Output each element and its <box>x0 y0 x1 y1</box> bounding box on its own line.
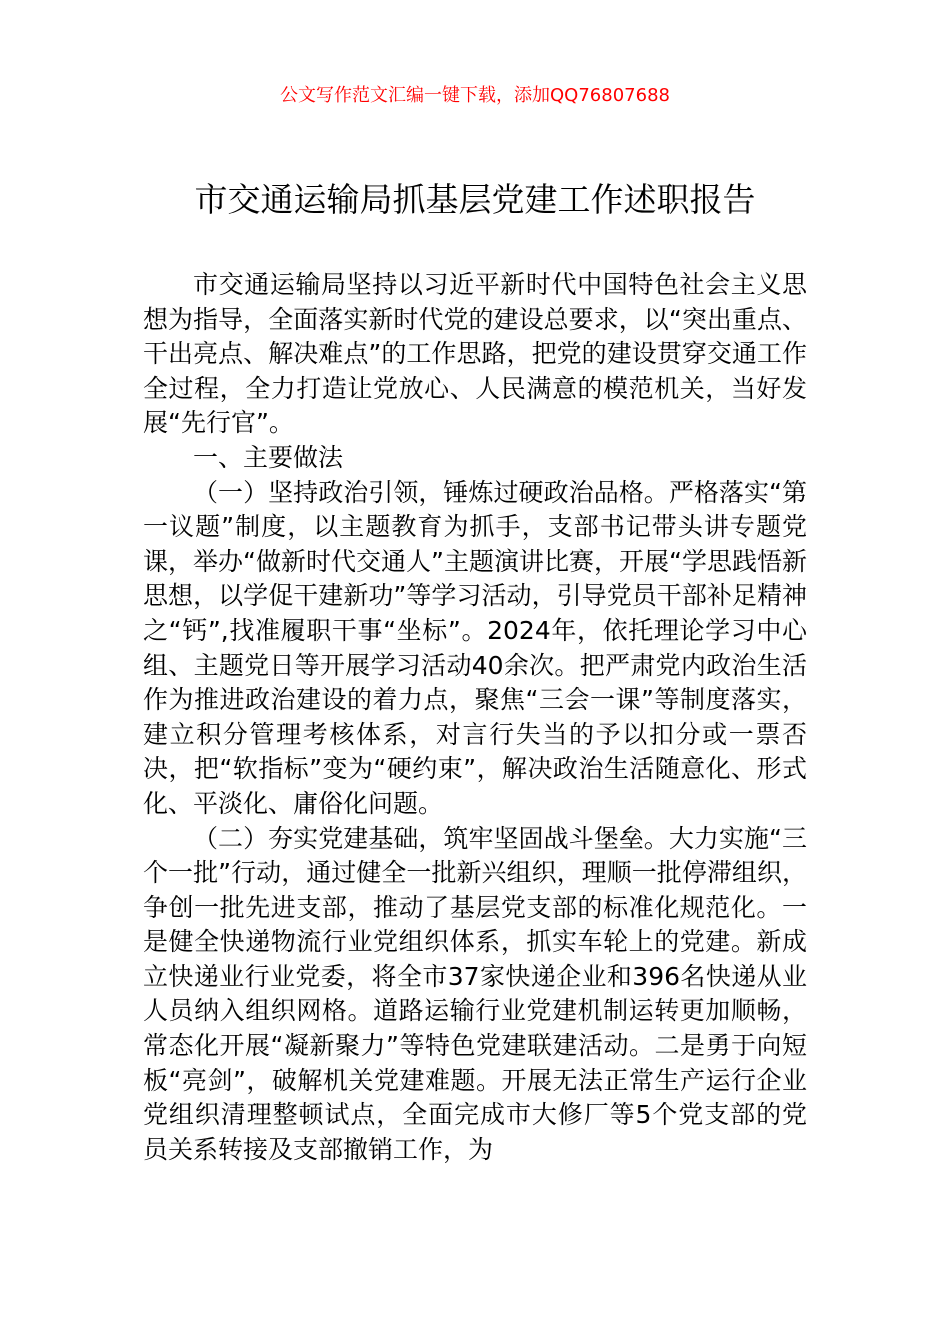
header-note: 公文写作范文汇编一键下载，添加QQ76807688 <box>280 85 670 106</box>
section-heading: 一、主要做法 <box>193 442 344 472</box>
document-body <box>143 268 807 1167</box>
paragraph-2: （二）夯实党建基础，筑牢坚固战斗堡垒。大力实施“三个一批”行动，通过健全一批新兴组织，理顺一批停滞组织，争创一批先进支部，推动了基层党支部的标准化规范化。一是健全快递物流行业党组织体系，抓实车轮上的党建。新成立快递业行业党委，将全市37家快递企业和396名快递从业人员纳入组织网格。道路运输行业党建机制运转更加顺畅，常态化开展“凝新聚力”等特色党建联建活动。二是勇于向短板“亮剑”，破解机关党建难题。开展无法正常生产运行企业党组织清理整顿试点，全面完成市大修厂等5个党支部的党员关系转接及支部撤销工作，为 <box>143 823 807 1164</box>
document-title: 市交通运输局抓基层党建工作述职报告 <box>194 180 756 219</box>
paragraph-1: （一）坚持政治引领，锤炼过硬政治品格。严格落实“第一议题”制度，以主题教育为抓手，支部书记带头讲专题党课，举办“做新时代交通人”主题演讲比赛，开展“学思践悟新思想，以学促干建新功”等学习活动，引导党员干部补足精神之“钙”,找准履职干事“坐标”。2024年，依托理论学习中心组、主题党日等开展学习活动40余次。把严肃党内政治生活作为推进政治建设的着力点，聚焦“三会一课”等制度落实，建立积分管理考核体系，对言行失当的予以扣分或一票否决，把“软指标”变为“硬约束”，解决政治生活随意化、形式化、平淡化、庸俗化问题。 <box>143 477 807 818</box>
intro-paragraph: 市交通运输局坚持以习近平新时代中国特色社会主义思想为指导，全面落实新时代党的建设总要求，以“突出重点、干出亮点、解决难点”的工作思路，把党的建设贯穿交通工作全过程，全力打造让党放心、人民满意的模范机关，当好发展“先行官”。 <box>143 270 807 438</box>
